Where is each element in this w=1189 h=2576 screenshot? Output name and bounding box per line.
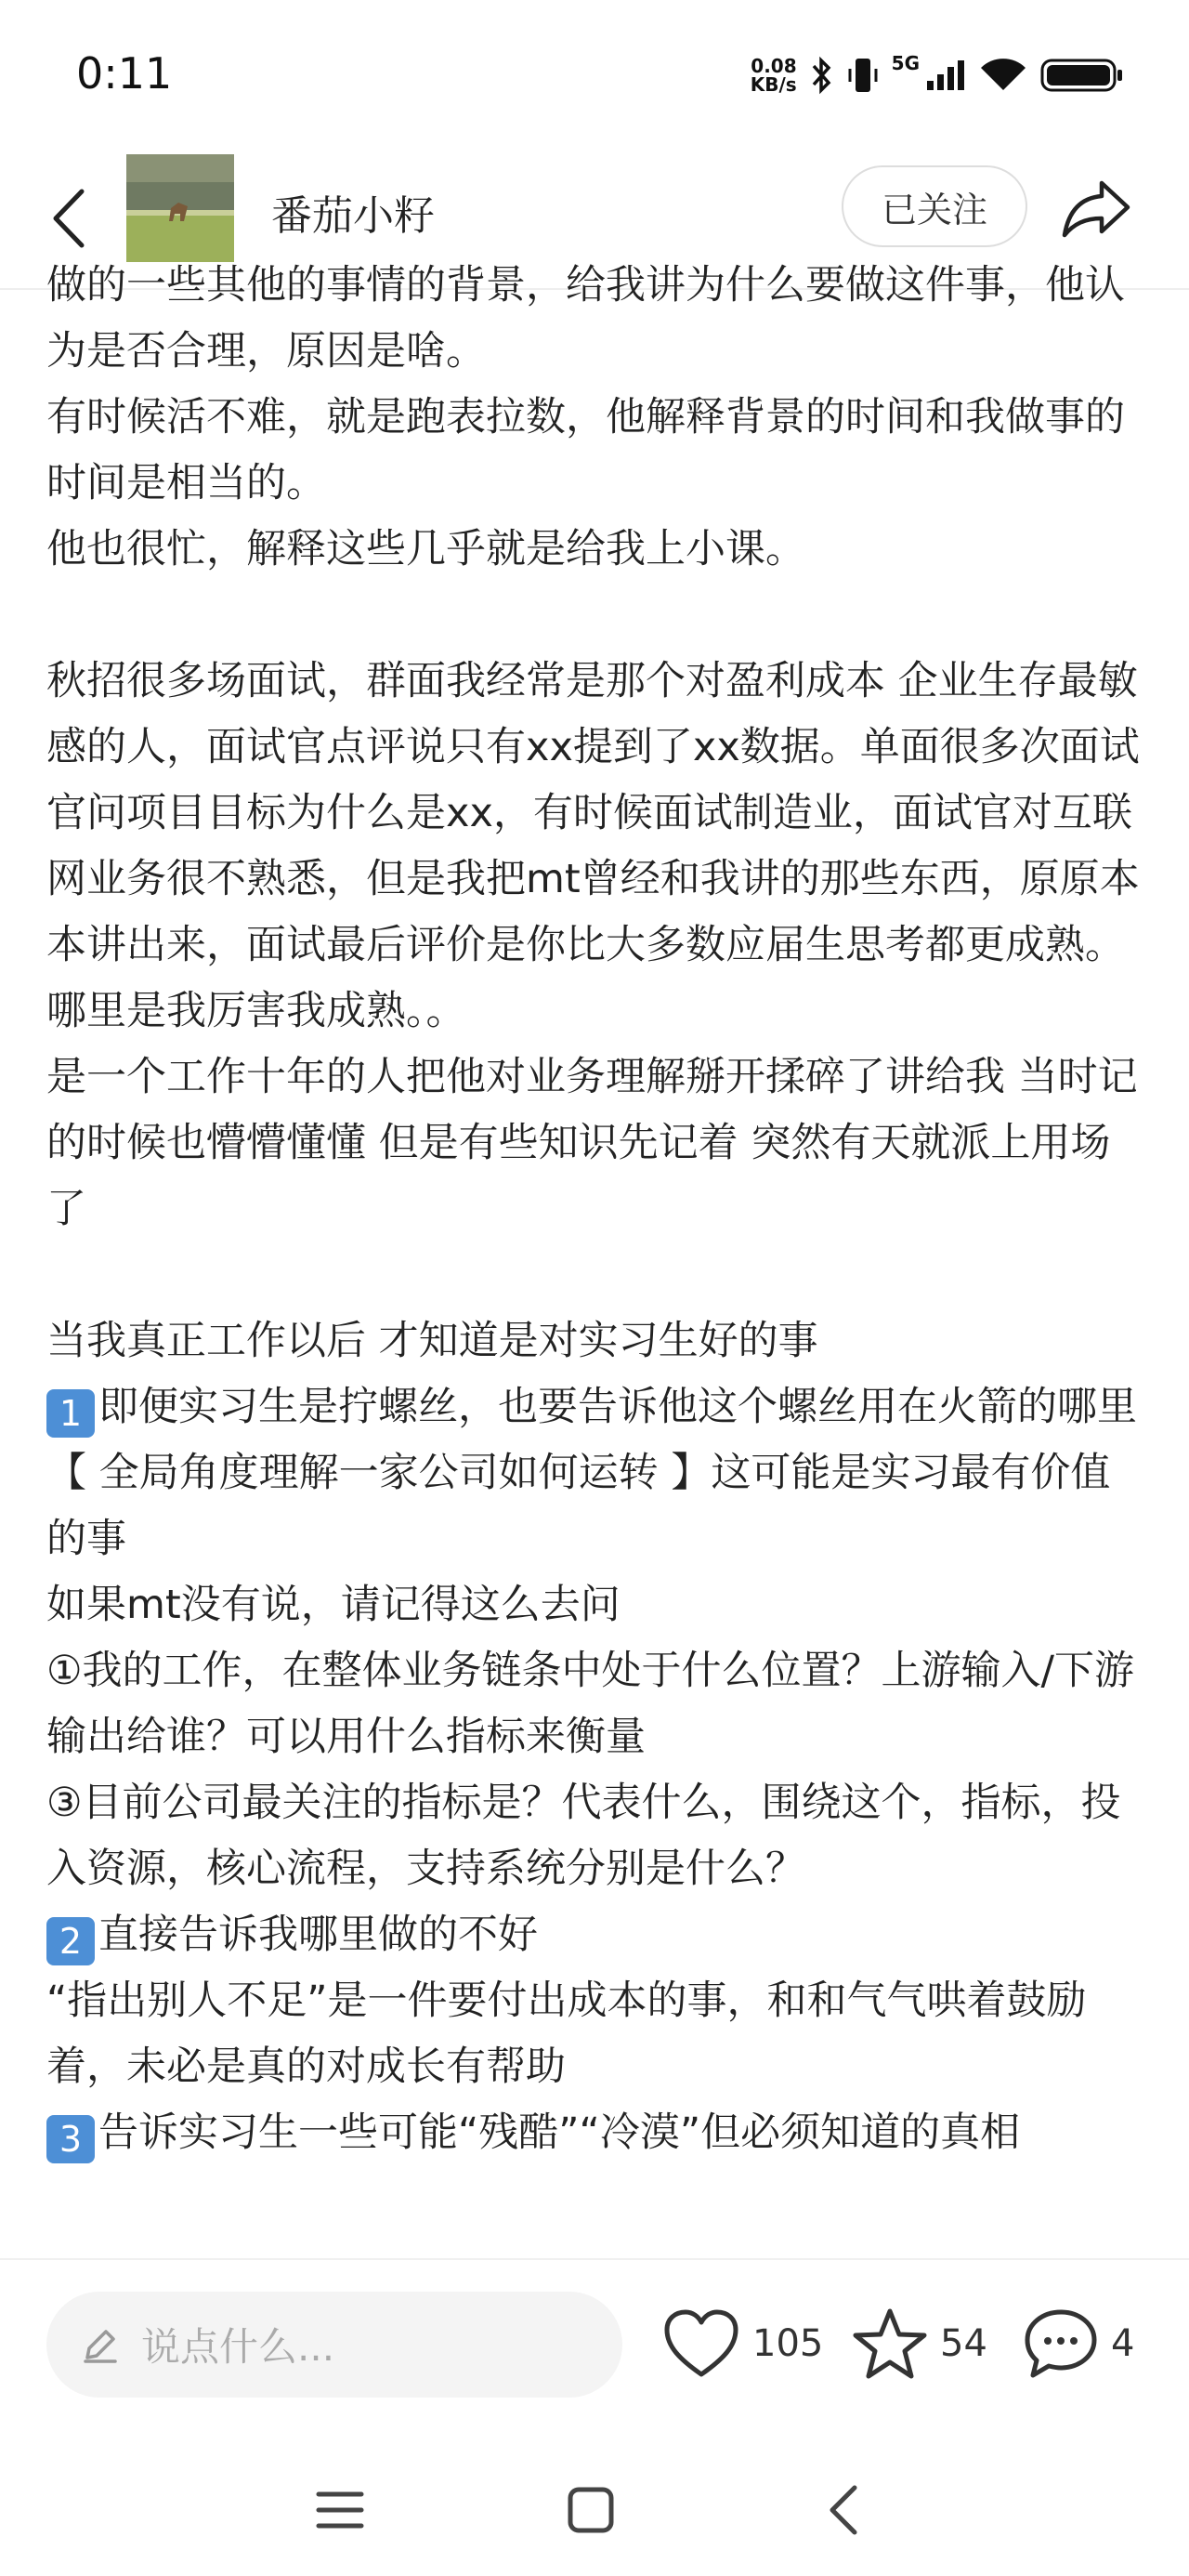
favorite-count: 54 — [940, 2322, 987, 2365]
content-text: 告诉实习生一些可能“残酷”“冷漠”但必须知道的真相 — [98, 2109, 1021, 2156]
content-paragraph: 他也很忙，解释这些几乎就是给我上小课。 — [46, 526, 805, 572]
post-content-scroll — [46, 253, 1143, 2166]
content-paragraph: 秋招很多场面试，群面我经常是那个对盈利成本 企业生存最敏感的人，面试官点评说只有xx提到了xx数据。单面很多次面试官问项目目标为什么是xx，有时候面试制造业，面试官对互联网业务很不熟悉，但是我把mt曾经和我讲的那些东西，原原本本讲出来，面试最后评价是你比大多数应届生思考都更成熟。 — [46, 658, 1140, 968]
follow-button[interactable]: 已关注 — [842, 165, 1027, 247]
signal-icon — [925, 59, 966, 92]
share-icon — [1061, 177, 1131, 239]
favorite-button[interactable] — [851, 2297, 987, 2390]
back-button[interactable] — [41, 177, 97, 260]
menu-icon — [315, 2489, 365, 2531]
net-speed-unit: KB/s — [750, 73, 797, 96]
content-paragraph: 哪里是我厉害我成熟。。 — [46, 988, 466, 1034]
content-paragraph-numbered — [46, 1374, 1143, 1440]
wifi-icon — [979, 57, 1027, 94]
content-paragraph: ①我的工作，在整体业务链条中处于什么位置？上游输入/下游输出给谁？可以用什么指标来衡量 — [46, 1648, 1135, 1760]
comment-count: 4 — [1111, 2322, 1135, 2365]
content-paragraph: “指出别人不足”是一件要付出成本的事，和和气气哄着鼓励着，未必是真的对成长有帮助 — [46, 1978, 1087, 2090]
content-paragraph: 当我真正工作以后 才知道是对实习生好的事 — [46, 1318, 818, 1364]
bluetooth-icon — [810, 57, 834, 94]
content-paragraph: 如果mt没有说，请记得这么去问 — [46, 1582, 621, 1628]
content-paragraph: ③目前公司最关注的指标是？代表什么，围绕这个，指标，投入资源，核心流程，支持系统分别是什么？ — [46, 1780, 1121, 1892]
share-button[interactable] — [1059, 171, 1133, 245]
comment-placeholder: 说点什么... — [141, 2324, 335, 2370]
menu-nav-button[interactable] — [303, 2477, 377, 2543]
network-type-label: 5G — [891, 52, 920, 74]
vibrate-icon — [847, 56, 879, 95]
content-paragraph: 【 全局角度理解一家公司如何运转 】这可能是实习最有价值的事 — [46, 1450, 1111, 1562]
keycap-three-icon: 3 — [46, 2115, 95, 2163]
content-blank-line — [46, 1242, 1143, 1308]
post-content — [46, 262, 1143, 2258]
back-nav-button[interactable] — [806, 2477, 881, 2543]
status-icons — [751, 52, 1124, 99]
status-time: 0:11 — [76, 48, 173, 99]
home-square-icon — [566, 2485, 616, 2535]
chat-bubble-icon — [1022, 2307, 1100, 2381]
back-arrow-icon — [50, 186, 87, 251]
content-paragraph-numbered — [46, 2100, 1143, 2166]
net-speed — [751, 57, 797, 94]
keycap-one-icon: 1 — [46, 1389, 95, 1438]
like-button[interactable] — [661, 2297, 823, 2390]
content-paragraph: 做的一些其他的事情的背景，给我讲为什么要做这件事，他认为是否合理，原因是啥。 — [46, 262, 1125, 375]
star-icon — [851, 2307, 929, 2381]
content-paragraph-numbered — [46, 1902, 1143, 1968]
content-text: 直接告诉我哪里做的不好 — [98, 1912, 538, 1958]
content-blank-line — [46, 583, 1143, 649]
author-avatar[interactable] — [126, 154, 234, 262]
bottom-action-bar — [0, 2258, 1189, 2437]
content-paragraph: 有时候活不难，就是跑表拉数，他解释背景的时间和我做事的时间是相当的。 — [46, 394, 1125, 506]
comment-input[interactable] — [46, 2292, 622, 2398]
status-bar — [0, 0, 1189, 149]
home-nav-button[interactable] — [554, 2477, 628, 2543]
like-count: 105 — [752, 2322, 824, 2365]
net-speed-value: 0.08 — [751, 55, 797, 77]
system-navigation-bar — [0, 2435, 1189, 2576]
back-chevron-icon — [825, 2483, 862, 2537]
comment-button[interactable] — [1022, 2297, 1134, 2390]
content-paragraph: 是一个工作十年的人把他对业务理解掰开揉碎了讲给我 当时记的时候也懵懵懂懂 但是有些知识先记着 突然有天就派上用场了 — [46, 1054, 1138, 1232]
battery-icon — [1040, 57, 1124, 94]
keycap-two-icon: 2 — [46, 1917, 95, 1965]
pencil-icon — [80, 2324, 121, 2365]
author-name[interactable]: 番茄小籽 — [271, 192, 435, 240]
heart-icon — [661, 2307, 741, 2380]
content-text: 即便实习生是拧螺丝，也要告诉他这个螺丝用在火箭的哪里 — [98, 1384, 1137, 1430]
